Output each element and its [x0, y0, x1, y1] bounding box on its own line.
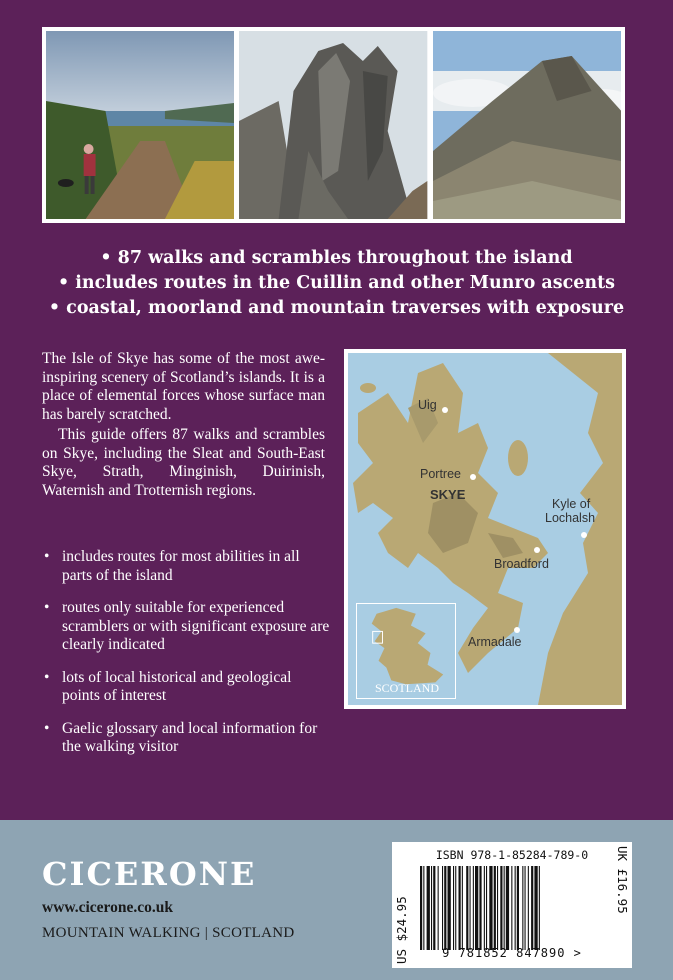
photo-rock-pinnacle: [239, 31, 427, 219]
barcode-bars: [418, 866, 606, 950]
isbn-text: ISBN 978-1-85284-789-0: [435, 848, 589, 862]
scotland-inset-map: [356, 603, 456, 699]
highlight-line: • coastal, moorland and mountain traverses with exposure: [48, 298, 625, 318]
map-area: [348, 353, 622, 705]
feature-item: • includes routes for most abilities in all parts of the island: [42, 548, 332, 585]
map-label-uig: Uig: [418, 398, 437, 412]
map-label-lochalsh: Lochalsh: [545, 511, 596, 525]
barcode-panel: [392, 842, 632, 968]
map-label-portree: Portree: [420, 467, 461, 481]
map-label-broadford: Broadford: [494, 557, 549, 571]
feature-item: • lots of local historical and geological points of interest: [42, 669, 332, 706]
publisher-logo: CICERONE: [42, 855, 257, 893]
photo-strip: [42, 27, 625, 223]
description: [42, 350, 325, 500]
barcode-digits: 9 781852 847890 >: [442, 946, 582, 960]
inset-label-scotland: SCOTLAND: [374, 681, 439, 695]
feature-item: • Gaelic glossary and local information for the walking visitor: [42, 720, 332, 757]
photo-mountain-ridge: [433, 31, 621, 219]
map-label-skye: SKYE: [430, 487, 466, 502]
feature-item: • routes only suitable for experienced scramblers or with significant exposure are clearly indicated: [42, 599, 332, 655]
price-uk: UK £16.95: [615, 846, 630, 914]
map-label-kyle: Kyle of: [552, 497, 591, 511]
map-label-armadale: Armadale: [468, 635, 522, 649]
highlight-line: • 87 walks and scrambles throughout the island: [100, 248, 573, 268]
price-us: US $24.95: [394, 896, 409, 964]
photo-walker-track: [46, 31, 234, 219]
highlights: [0, 246, 673, 321]
skye-map: [344, 349, 626, 709]
description-paragraph: This guide offers 87 walks and scrambles on Skye, including the Sleat and South-East Skye, Strath, Minginish, Duirinish, Waternish and Trotternish regions.: [42, 426, 325, 499]
book-category: MOUNTAIN WALKING | SCOTLAND: [42, 925, 295, 941]
publisher-url: www.cicerone.co.uk: [42, 899, 174, 916]
feature-list: [42, 548, 332, 771]
description-paragraph: The Isle of Skye has some of the most awe-inspiring scenery of Scotland’s islands. It is a place of elemental forces whose surface man has barely scratched.: [42, 350, 325, 423]
highlight-line: • includes routes in the Cuillin and other Munro ascents: [57, 273, 616, 293]
